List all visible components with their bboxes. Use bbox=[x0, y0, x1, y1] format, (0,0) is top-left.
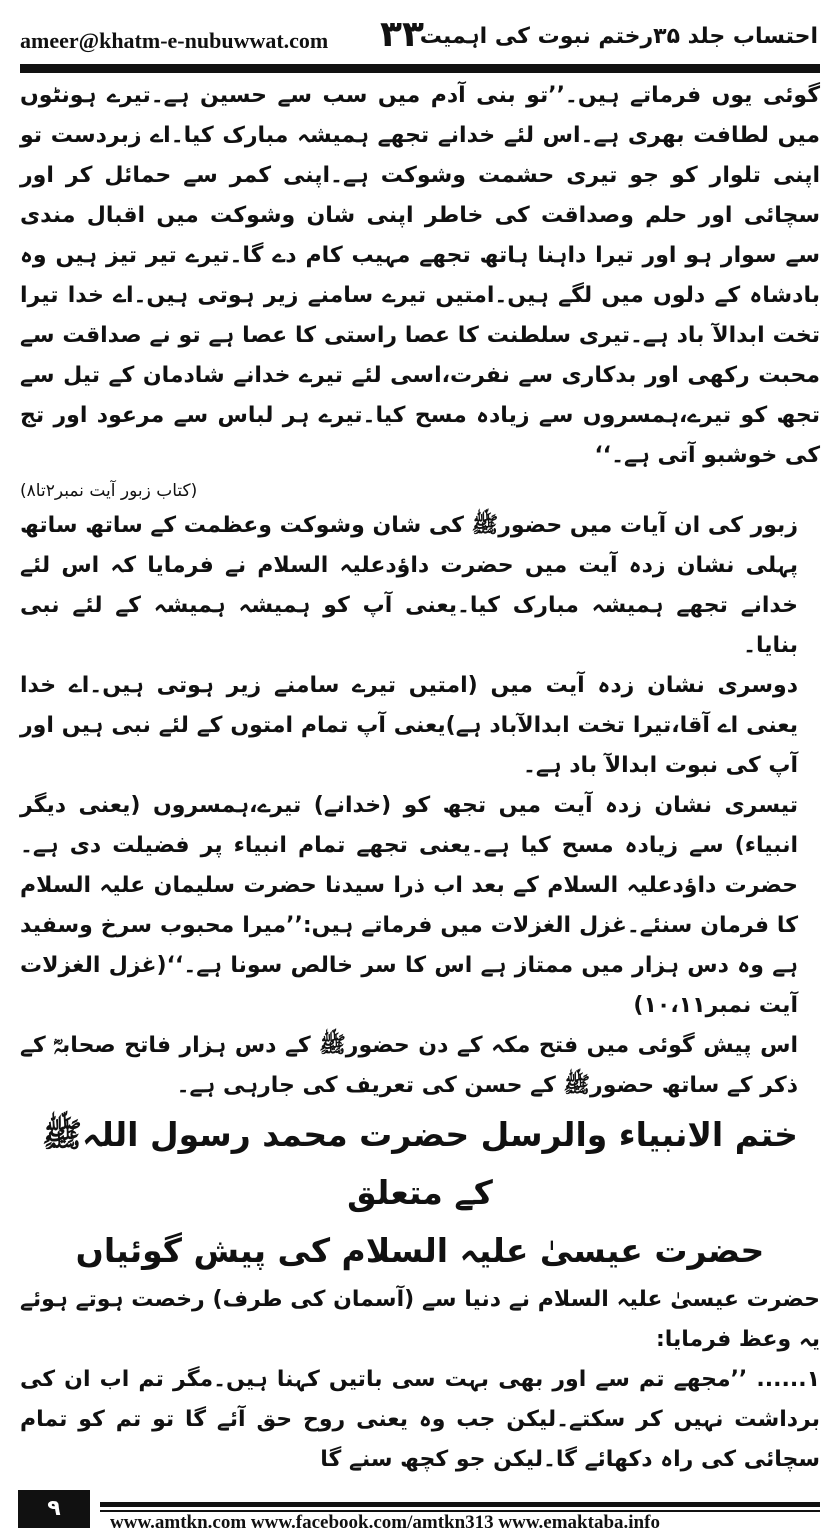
closing-quote: ۱...... ’’مجھے تم سے اور بھی بہت سی باتیں کہنا ہیں۔مگر تم اب ان کی برداشت نہیں کر سکتے۔لیکن جب وہ یعنی روح حق آئے گا تو تم کو تمام سچائی کی راہ دکھائے گا۔لیکن جو کچھ سنے گا bbox=[20, 1367, 820, 1472]
running-title: احتساب جلد ۳۵رختم نبوت کی اہمیت bbox=[419, 24, 818, 49]
commentary-paragraph-1: زبور کی ان آیات میں حضورﷺ کی شان وشوکت وعظمت کے ساتھ ساتھ پہلی نشان زدہ آیت میں حضرت داؤدعلیہ السلام نے فرمایا کہ اس لئے خدانے تجھے ہمیشہ مبارک کیا۔یعنی آپ کو ہمیشہ ہمیشہ کے لئے نبی بنایا۔ bbox=[20, 513, 798, 658]
header-rule bbox=[20, 64, 820, 73]
commentary-paragraph-2: دوسری نشان زدہ آیت میں (امتیں تیرے سامنے زیر ہوتی ہیں۔اے خدا یعنی اے آقا،تیرا تخت ابدالآباد ہے)یعنی آپ تمام امتوں کے لئے نبی ہیں اور آپ کی نبوت ابدالآ باد ہے۔ bbox=[20, 673, 798, 778]
footer-rule-thick bbox=[100, 1502, 820, 1507]
page-footer bbox=[0, 1490, 840, 1540]
section-heading-line-2: حضرت عیسیٰ علیہ السلام کی پیش گوئیاں bbox=[75, 1231, 765, 1270]
section-heading-line-1: ختم الانبیاء والرسل حضرت محمد رسول اللہﷺ کے متعلق bbox=[42, 1115, 798, 1212]
closing-intro: حضرت عیسیٰ علیہ السلام نے دنیا سے (آسمان کی طرف) رخصت ہوتے ہوئے یہ وعظ فرمایا: bbox=[20, 1287, 820, 1352]
zabur-quote-paragraph: گوئی یوں فرماتے ہیں۔’’تو بنی آدم میں سب سے حسین ہے۔تیرے ہونٹوں میں لطافت بھری ہے۔اس لئے خدانے تجھے ہمیشہ مبارک کیا۔اے زبردست تو اپنی تلوار کو جو تیری حشمت وشوکت ہے۔اپنی کمر سے حمائل کر اور سچائی اور حلم وصداقت کی خاطر اپنی شان وشوکت میں اقبال مندی سے سوار ہو اور تیرا داہنا ہاتھ تجھے مہیب کام دے گا۔تیرے تیر تیز ہیں وہ بادشاہ کے دلوں میں لگے ہیں۔امتیں تیرے سامنے زیر ہوتی ہیں۔اے خدا تیرا تخت ابدالآ باد ہے۔تیری سلطنت کا عصا راستی کا عصا ہے تو نے صداقت سے محبت رکھی اور بدکاری سے نفرت،اسی لئے تیرے خدانے شادمان کے تیل سے تجھ کو تیرے،ہمسروں سے زیادہ مسح کیا۔تیرے ہر لباس سے مرعود اور تج کی خوشبو آتی ہے۔‘‘ bbox=[20, 83, 820, 468]
page-header bbox=[0, 0, 840, 80]
page-body bbox=[20, 76, 820, 1480]
footer-urls: www.amtkn.com www.facebook.com/amtkn313 www.emaktaba.info bbox=[110, 1512, 660, 1533]
commentary-paragraph-4: اس پیش گوئی میں فتح مکہ کے دن حضورﷺ کے دس ہزار فاتح صحابہؓ کے ذکر کے ساتھ حضورﷺ کے حسن کی تعریف کی جارہی ہے۔ bbox=[20, 1033, 798, 1098]
commentary-paragraph-3: تیسری نشان زدہ آیت میں تجھ کو (خدانے) تیرے،ہمسروں (یعنی دیگر انبیاء) سے زیادہ مسح کیا ہے۔یعنی تجھے تمام انبیاء پر فضیلت دی ہے۔حضرت داؤدعلیہ السلام کے بعد اب ذرا سیدنا حضرت سلیمان علیہ السلام کا فرمان سنئے۔غزل الغزلات میں فرماتے ہیں:’’میرا محبوب سرخ وسفید ہے وہ دس ہزار میں ممتاز ہے اس کا سر خالص سونا ہے۔‘‘(غزل الغزلات آیت نمبر۱۰،۱۱) bbox=[20, 793, 798, 1018]
zabur-citation: (کتاب زبور آیت نمبر۲تا۸) bbox=[20, 481, 198, 501]
page-number: ۳۳ bbox=[380, 14, 424, 55]
footer-page-box: ۹ bbox=[18, 1490, 90, 1528]
header-email: ameer@khatm-e-nubuwwat.com bbox=[20, 28, 329, 53]
